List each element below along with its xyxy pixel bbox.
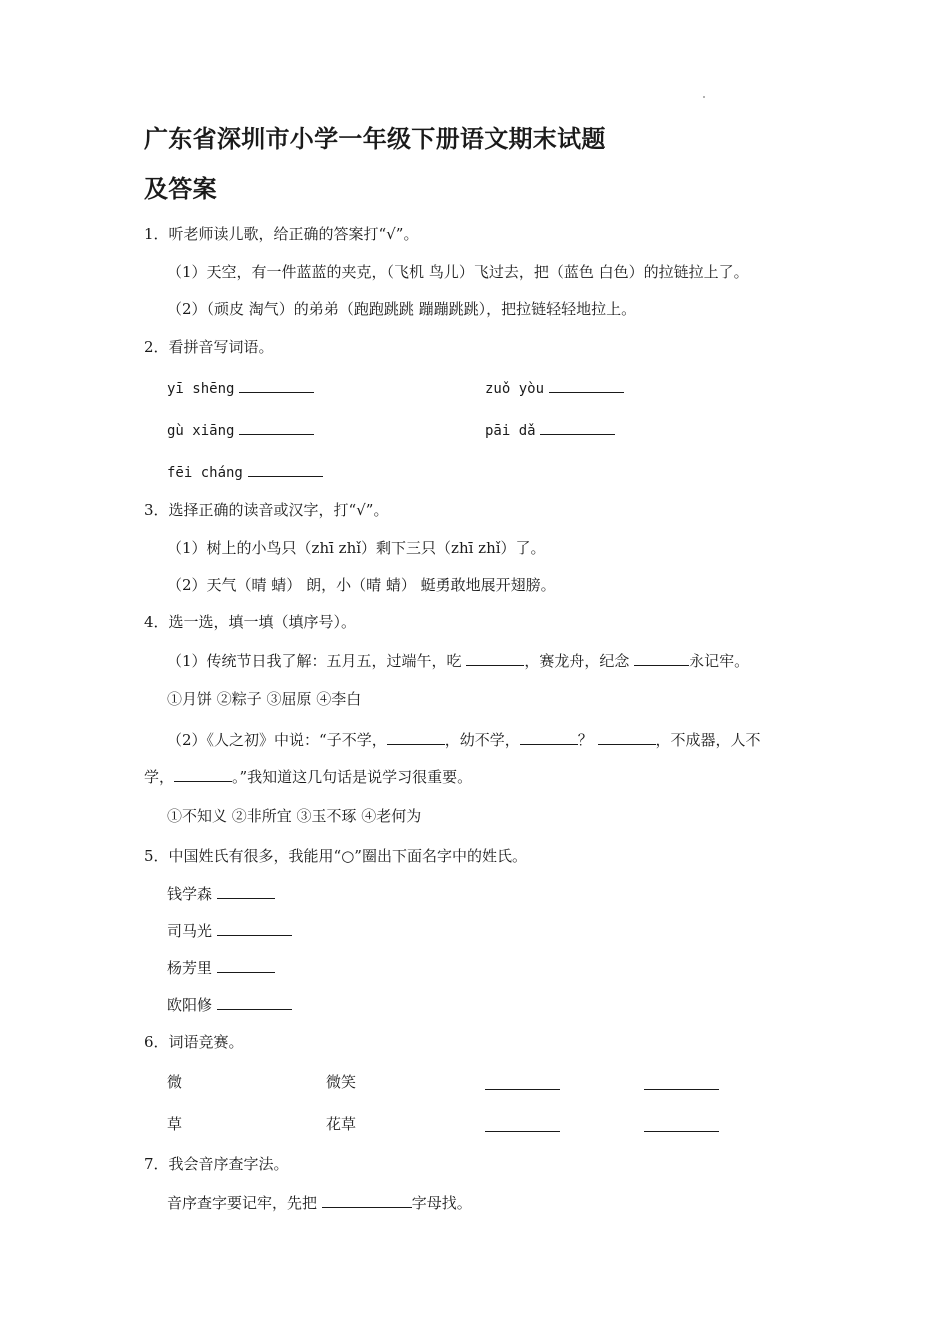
q4-options-1: ①月饼 ②粽子 ③屈原 ④李白 (167, 690, 362, 708)
q5-name-row (167, 957, 275, 978)
q2-stem: 2．看拼音写词语。 (144, 338, 274, 356)
answer-blank[interactable] (644, 1130, 719, 1132)
pinyin-text: pāi dǎ (485, 423, 536, 439)
q6-row-1-word: 微笑 (326, 1073, 357, 1091)
answer-blank[interactable] (485, 1130, 560, 1132)
stray-dot (703, 96, 705, 98)
q4-part-1-text-c: 永记牢。 (689, 652, 750, 670)
answer-blank[interactable] (239, 377, 314, 393)
q4-part-2-text-a: （2）《人之初》中说：“子不学， (167, 731, 387, 749)
q4-part-1 (167, 650, 749, 671)
answer-blank[interactable] (598, 729, 656, 745)
q4-part-2-text-f: 。”我知道这几句话是说学习很重要。 (232, 768, 473, 786)
answer-blank[interactable] (549, 377, 624, 393)
q7-stem: 7．我会音序查字法。 (144, 1155, 289, 1173)
answer-blank[interactable] (485, 1088, 560, 1090)
q7-part-1 (167, 1192, 472, 1213)
answer-blank[interactable] (217, 957, 275, 973)
pinyin-text: gù xiāng (167, 423, 235, 439)
q3-stem: 3．选择正确的读音或汉字，打“√”。 (144, 501, 389, 519)
surname-word: 钱学森 (167, 885, 213, 903)
q4-stem: 4．选一选，填一填（填序号）。 (144, 613, 357, 631)
page-title-line-1: 广东省深圳市小学一年级下册语文期末试题 (144, 125, 606, 153)
q4-part-2-text-d: ，不成器，人不 (655, 731, 761, 749)
q2-item-3 (167, 419, 314, 441)
answer-blank[interactable] (174, 766, 232, 782)
q3-part-1: （1）树上的小鸟只（zhī zhǐ）剩下三只（zhī zhǐ）了。 (167, 539, 546, 557)
answer-blank[interactable] (540, 419, 615, 435)
answer-blank[interactable] (217, 920, 292, 936)
q7-part-1-text-b: 字母找。 (411, 1194, 472, 1212)
surname-word: 欧阳修 (167, 996, 213, 1014)
q1-part-1: （1）天空，有一件蓝蓝的夹克，（飞机 鸟儿）飞过去，把（蓝色 白色）的拉链拉上了。 (167, 263, 749, 281)
q4-part-2-cont (144, 766, 472, 787)
answer-blank[interactable] (217, 994, 292, 1010)
answer-blank[interactable] (239, 419, 314, 435)
q3-part-2: （2）天气（晴 蜻） 朗，小（晴 蜻） 蜓勇敢地展开翅膀。 (167, 576, 556, 594)
q5-stem: 5．中国姓氏有很多，我能用“○”圈出下面名字中的姓氏。 (144, 847, 527, 865)
q5-name-row (167, 920, 292, 941)
q4-part-1-text-b: ，赛龙舟，纪念 (524, 652, 635, 670)
pinyin-text: yī shēng (167, 381, 235, 397)
surname-word: 杨芳里 (167, 959, 213, 977)
pinyin-text: zuǒ yòu (485, 381, 545, 397)
answer-blank[interactable] (520, 729, 578, 745)
q4-part-2-text-e: 学， (144, 768, 175, 786)
answer-blank[interactable] (644, 1088, 719, 1090)
q4-part-2 (167, 729, 761, 750)
q2-item-5 (167, 461, 323, 483)
q1-stem: 1．听老师读儿歌，给正确的答案打“√”。 (144, 225, 419, 243)
answer-blank[interactable] (248, 461, 323, 477)
q6-row-2-word: 花草 (326, 1115, 357, 1133)
q6-row-2-char: 草 (167, 1115, 183, 1133)
surname-word: 司马光 (167, 922, 213, 940)
q4-part-2-text-b: ，幼不学， (444, 731, 520, 749)
q5-name-row (167, 883, 275, 904)
q2-item-2 (485, 377, 624, 399)
q2-item-4 (485, 419, 615, 441)
q5-name-row (167, 994, 292, 1015)
answer-blank[interactable] (217, 883, 275, 899)
q6-row-1-char: 微 (167, 1073, 183, 1091)
answer-blank[interactable] (322, 1192, 412, 1208)
q6-stem: 6．词语竞赛。 (144, 1033, 244, 1051)
q1-part-2: （2）（顽皮 淘气）的弟弟（跑跑跳跳 蹦蹦跳跳），把拉链轻轻地拉上。 (167, 300, 637, 318)
answer-blank[interactable] (466, 650, 524, 666)
pinyin-text: fēi cháng (167, 465, 243, 481)
q4-part-1-text-a: （1）传统节日我了解：五月五，过端午，吃 (167, 652, 467, 670)
q2-item-1 (167, 377, 314, 399)
q4-part-2-text-c: ？ (577, 731, 593, 749)
answer-blank[interactable] (634, 650, 689, 666)
answer-blank[interactable] (387, 729, 445, 745)
page-title-line-2: 及答案 (144, 175, 217, 203)
q4-options-2: ①不知义 ②非所宜 ③玉不琢 ④老何为 (167, 807, 422, 825)
q7-part-1-text-a: 音序查字要记牢，先把 (167, 1194, 322, 1212)
